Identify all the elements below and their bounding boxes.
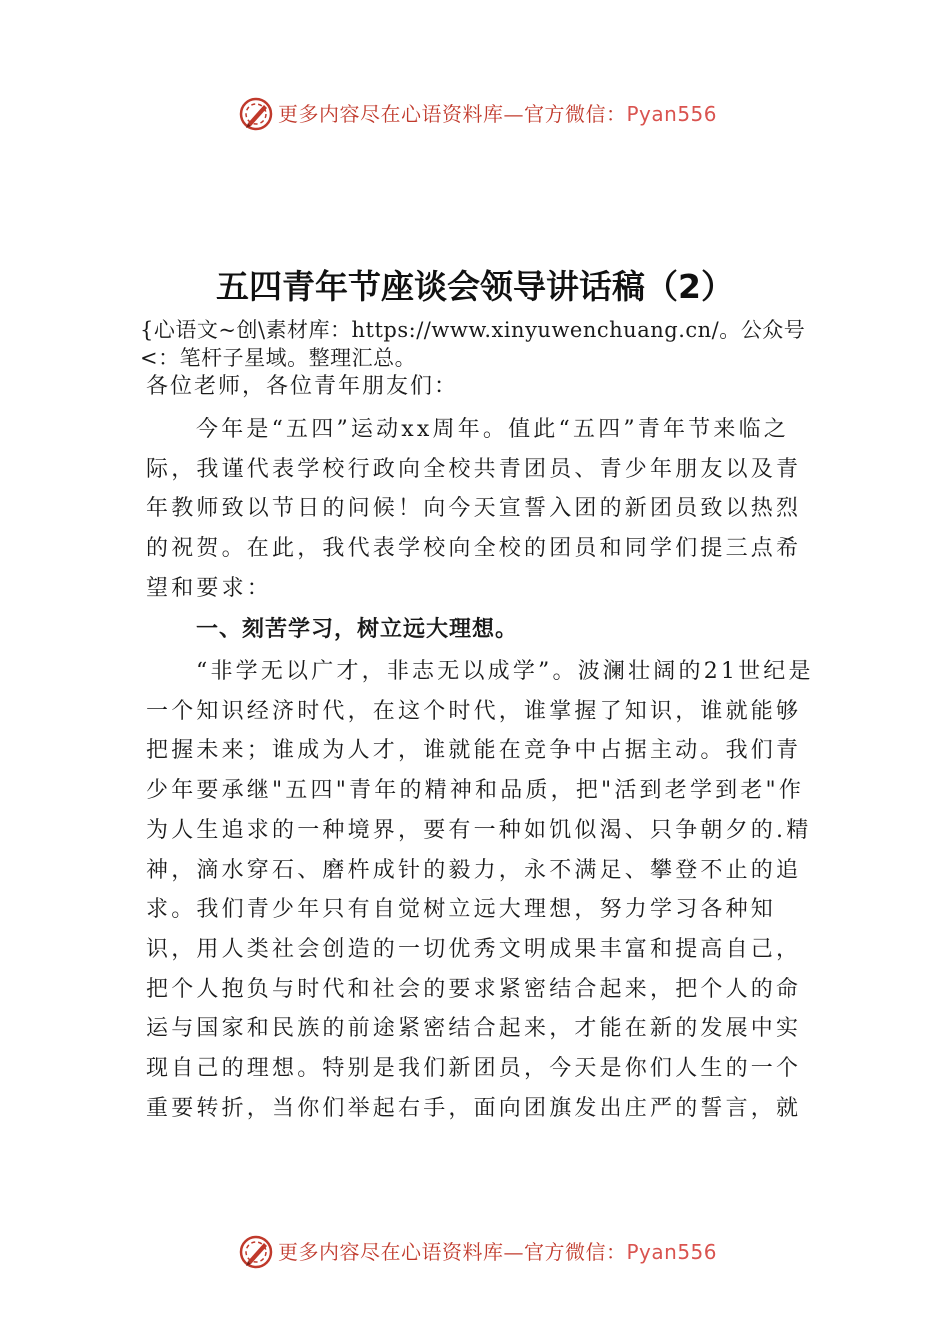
paragraph-1: 今年是“五四”运动xx周年。值此“五四”青年节来临之际，我谨代表学校行政向全校共青团员、青少年朋友以及青年教师致以节日的问候！向今天宣誓入团的新团员致以热烈的祝贺。在此，我代表学校向全校的团员和同学们提三点希望和要求： [146, 417, 802, 601]
pen-logo-icon [238, 1234, 274, 1270]
wechat-id: Pyan556 [626, 102, 718, 126]
header-banner [0, 92, 950, 136]
banner-text: 更多内容尽在心语资料库—官方微信： [278, 1240, 627, 1264]
paragraph-2: “非学无以广才，非志无以成学”。波澜壮阔的21世纪是一个知识经济时代，在这个时代，谁掌握了知识，谁就能够把握未来；谁成为人才，谁就能在竞争中占据主动。我们青少年要承继"五四"青年的精神和品质，把"活到老学到老"作为人生追求的一种境界，要有一种如饥似渴、只争朝夕的.精神，滴水穿石、磨杵成针的毅力，永不满足、攀登不止的追求。我们青少年只有自觉树立远大理想，努力学习各种知识，用人类社会创造的一切优秀文明成果丰富和提高自己， 把个人抱负与时代和社会的要求紧密结合起来，把个人的命运与国家和民族的前途紧密结合起来，才能在新的发展中实现自己的理想。特别是我们新团员，今天是你们人生的一个重要转折，当你们举起右手，面向团旗发出庄严的誓言，就 [146, 659, 814, 1121]
wechat-id: Pyan556 [626, 1240, 718, 1264]
section-heading-1: 一、刻苦学习，树立远大理想。 [196, 617, 519, 642]
document-title: 五四青年节座谈会领导讲话稿（2） [216, 267, 734, 306]
greeting: 各位老师，各位青年朋友们： [146, 374, 459, 399]
source-note: {心语文~创\素材库：https://www.xinyuwenchuang.cn/。公众号<：笔杆子星域。整理汇总。 [140, 318, 806, 370]
pen-logo-icon [238, 96, 274, 132]
footer-banner [0, 1230, 950, 1274]
banner-text: 更多内容尽在心语资料库—官方微信： [278, 102, 627, 126]
